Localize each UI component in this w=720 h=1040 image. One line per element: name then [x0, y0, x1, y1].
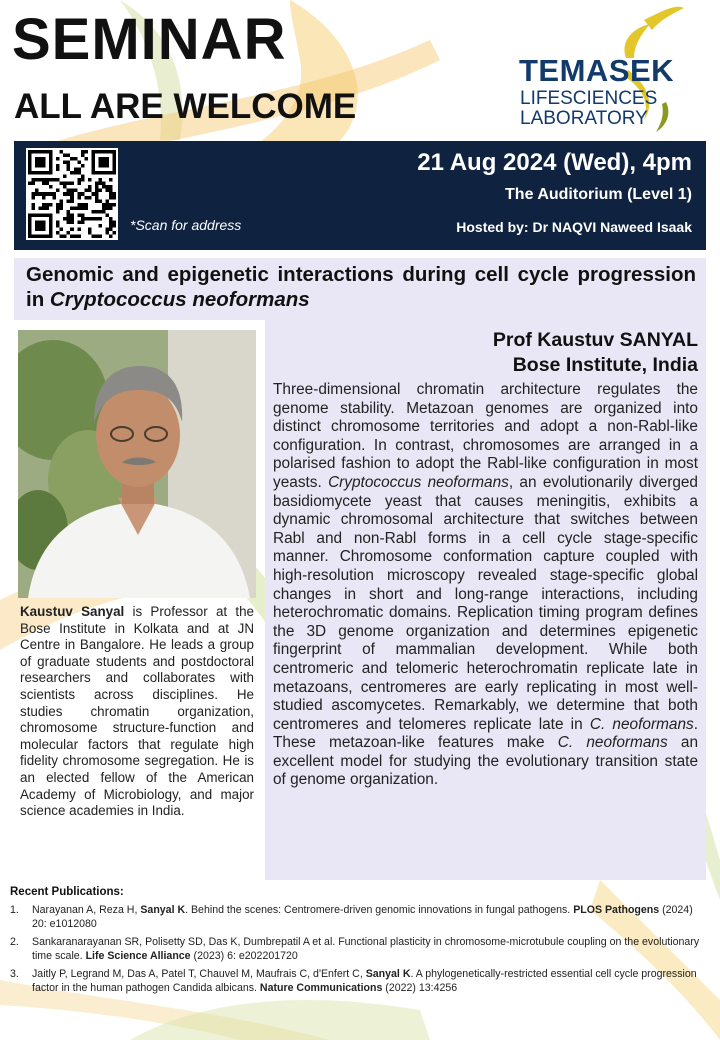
bio-speaker-name: Kaustuv Sanyal	[20, 604, 125, 619]
welcome-subtitle: ALL ARE WELCOME	[14, 87, 357, 126]
talk-title-organism: Cryptococcus neoformans	[49, 288, 310, 311]
temasek-logo	[516, 6, 716, 134]
logo-laboratory-text: LABORATORY	[520, 108, 648, 129]
publication-item: 2. Sankaranarayanan SR, Polisetty SD, Das K, Dumbrepatil A et al. Functional plasticity in chromosome-microtubule coupling on the evolutionary time scale. Life Science Alliance (2023) 6: e202201720	[10, 936, 700, 962]
talk-title-text: Genomic and epigenetic interactions during cell cycle progression in	[26, 263, 696, 311]
speaker-photo	[18, 330, 256, 598]
talk-title	[26, 262, 696, 312]
speaker-name: Prof Kaustuv SANYAL	[492, 329, 698, 351]
event-info-banner	[14, 141, 706, 250]
publication-item: 1. Narayanan A, Reza H, Sanyal K. Behind the scenes: Centromere-driven genomic innovations in fungal pathogens. PLOS Pathogens (2024) 20: e1012080	[10, 904, 693, 930]
publications-heading: Recent Publications:	[10, 886, 124, 898]
qr-code-icon[interactable]	[26, 148, 118, 240]
publication-item: 3. Jaitly P, Legrand M, Das A, Patel T, Chauvel M, Maufrais C, d'Enfert C, Sanyal K. A phylogenetically-restricted essential cell cycle progression factor in the human pathogen Candida albicans. Nature Communications (2022) 13:4256	[10, 968, 697, 994]
seminar-title: SEMINAR	[12, 7, 287, 72]
event-date: 21 Aug 2024 (Wed), 4pm	[417, 149, 692, 176]
logo-temasek-text: TEMASEK	[519, 53, 675, 88]
logo-lifesciences-text: LIFESCIENCES	[520, 88, 658, 109]
bio-text: is Professor at the Bose Institute in Kolkata and at JN Centre in Bangalore. He leads a group of graduate students and postdoctoral researchers and collaborates with scientists across disciplines. He studies chromatin organization, chromosome structure-function and molecular factors that regulate high fidelity chromosome segregation. He is an elected fellow of the American Academy of Microbiology, and major science academies in India.	[20, 604, 254, 819]
scan-for-address-note: *Scan for address	[130, 217, 242, 233]
speaker-institute: Bose Institute, India	[512, 354, 698, 376]
speaker-bio	[20, 604, 254, 820]
abstract-text: Three-dimensional chromatin architecture regulates the genome stability. Metazoan genomes are organized into distinct chromosome territories and adopt a non-Rabl-like configuration. In contrast, chromosomes are arranged in a polarised fashion to adopt the Rabl-like configuration in most yeasts. Cryptococcus neoformans, an evolutionarily diverged basidiomycete yeast that causes meningitis, exhibits a dynamic chromosomal architecture that switches between Rabl and non-Rabl forms in a cell cycle stage-specific manner. Chromosome conformation capture coupled with high-resolution microscopy revealed stage-specific global changes in short and long-range interactions, including heterochromatic domains. Replication timing program defines the 3D genome organization and determines epigenetic fingerprint of mammalian development. While both centromeric and telomeric heterochromatin replicate late in metazoans, centromeres are early replicating in most well-studied ascomycetes. Remarkably, we determine that both centromeres and telomeres replicate late in C. neoformans. These metazoan-like features make C. neoformans an excellent model for studying the evolutionary transition state of genome organization.	[273, 381, 699, 789]
publications-list	[10, 904, 710, 1000]
event-venue: The Auditorium (Level 1)	[505, 186, 692, 203]
speaker-portrait-icon	[18, 330, 256, 598]
event-host: Hosted by: Dr NAQVI Naweed Isaak	[456, 219, 692, 235]
